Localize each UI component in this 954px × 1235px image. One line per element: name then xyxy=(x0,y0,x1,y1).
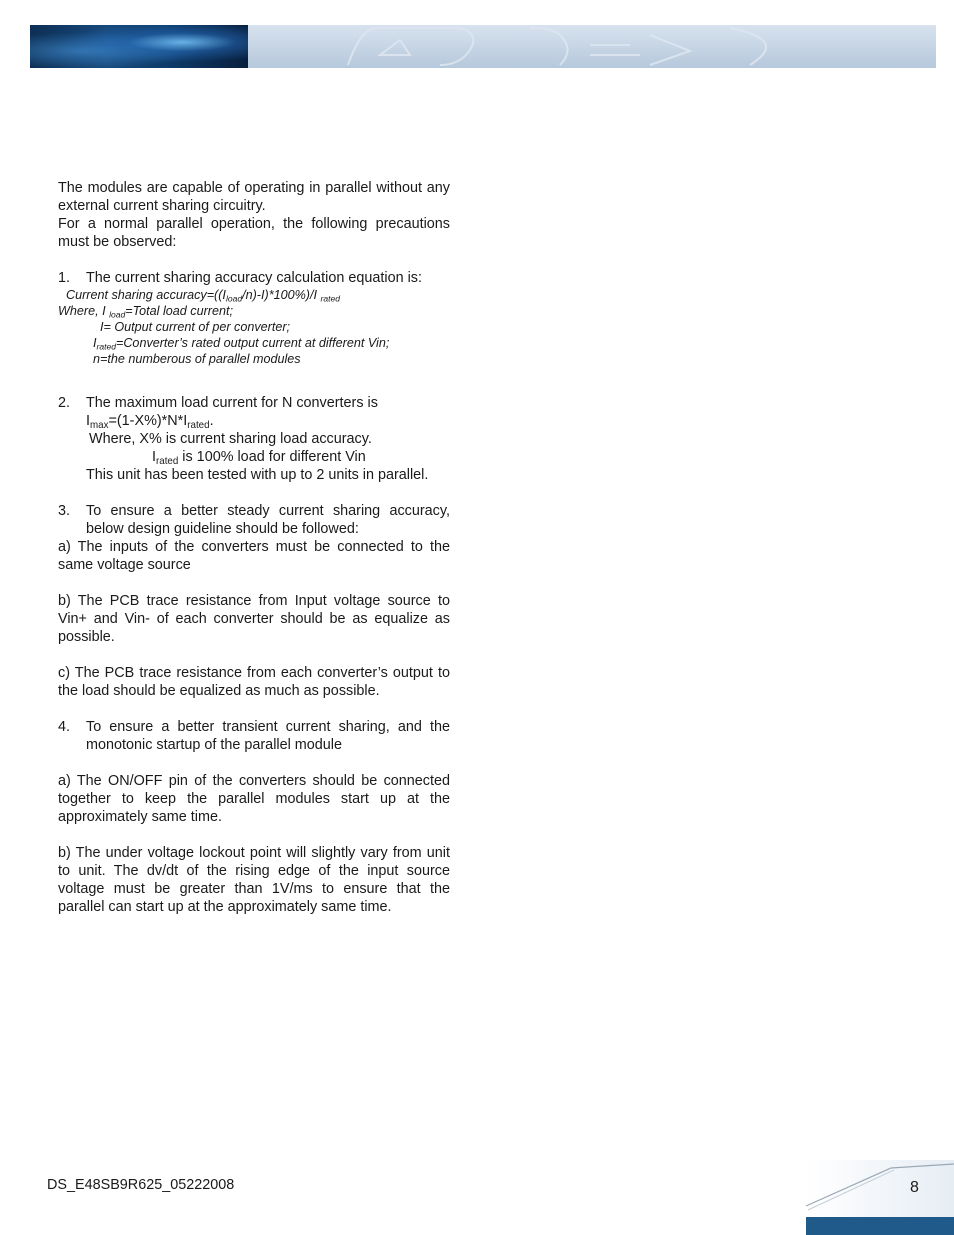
list-number: 4. xyxy=(58,719,71,735)
list-item-2 xyxy=(58,394,450,430)
body-content xyxy=(58,179,450,916)
header-banner xyxy=(30,25,936,68)
guideline-3b: b) The PCB trace resistance from Input voltage source to Vin+ and Vin- of each converter should be as equalize as possible. xyxy=(58,593,450,645)
intro-paragraph-2: For a normal parallel operation, the following precautions must be observed: xyxy=(58,216,450,250)
list-item-1 xyxy=(58,269,450,287)
guideline-3c: c) The PCB trace resistance from each converter’s output to the load should be equalized as much as possible. xyxy=(58,665,450,699)
guideline-4b: b) The under voltage lockout point will slightly vary from unit to unit. The dv/dt of the rising edge of the input source voltage must be greater than 1V/ms to ensure that the parallel can start up at the approximately same time. xyxy=(58,845,450,915)
list-text: To ensure a better steady current sharing accuracy, below design guideline should be followed: xyxy=(86,503,450,537)
guideline-4a: a) The ON/OFF pin of the converters should be connected together to keep the parallel modules start up at the approximately same time. xyxy=(58,773,450,825)
banner-logo-watermark xyxy=(30,25,936,68)
list-number: 2. xyxy=(58,395,71,411)
list-text: The maximum load current for N converters is xyxy=(86,395,378,411)
list-item-3 xyxy=(58,502,450,538)
irated-definition: $I_{rated}=Converter’s$ rated output current at different Vin; xyxy=(93,336,390,352)
footer-swoosh-graphic xyxy=(806,1160,954,1235)
list-text: The current sharing accuracy calculation equation is: xyxy=(86,270,422,286)
i-definition: I= Output current of per converter; xyxy=(100,320,291,334)
list-text: To ensure a better transient current sharing, and the monotonic startup of the parallel module xyxy=(86,719,450,753)
page-number: 8 xyxy=(910,1179,919,1196)
where-iload: Where, I $_{load}$=Total load current; xyxy=(58,304,233,320)
x-percent-definition: Where, X% is current sharing load accuracy. xyxy=(89,431,372,447)
intro-paragraph-1: The modules are capable of operating in parallel without any external current sharing circuitry. xyxy=(58,180,450,214)
list-number: 1. xyxy=(58,270,71,286)
accuracy-equation: Current sharing $accuracy=((I_{load}/n)-I)*100\%)/I$ $_{rated}$ xyxy=(66,288,340,304)
guideline-3a: a) The inputs of the converters must be connected to the same voltage source xyxy=(58,539,450,573)
imax-formula: $I_{max}=(1-X\%)*N*I_{rated}$. xyxy=(86,413,214,431)
document-code: DS_E48SB9R625_05222008 xyxy=(47,1177,235,1193)
irated-note: $I_{rated}$ is 100% load for different Vin xyxy=(152,449,366,467)
list-number: 3. xyxy=(58,503,71,519)
list-item-4 xyxy=(58,718,450,754)
tested-note: This unit has been tested with up to 2 units in parallel. xyxy=(86,467,429,483)
n-definition: n=the numberous of parallel modules xyxy=(93,352,301,366)
